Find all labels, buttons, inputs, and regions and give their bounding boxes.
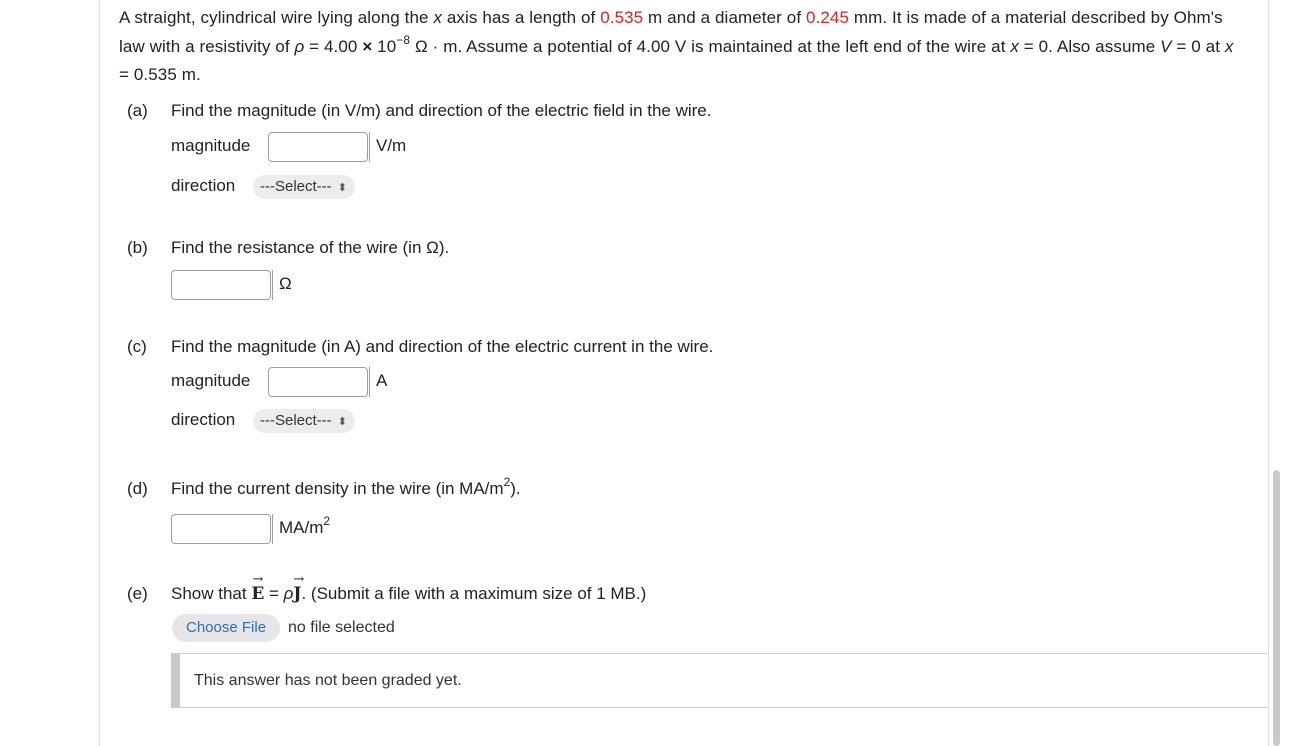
scrollbar-thumb[interactable] [1273, 470, 1280, 746]
part-a-direction-label: direction [171, 176, 236, 195]
part-b-unit: Ω [272, 270, 292, 300]
part-e-question: (e) Show that → E = ρ→ J. (Submit a file with a maximum size of 1 MB.) [127, 584, 646, 604]
vector-e: → E [251, 584, 264, 604]
part-c-direction-label: direction [171, 410, 236, 429]
vector-j: → J [293, 584, 301, 604]
part-d-unit: $MA/m^2$ [272, 514, 330, 544]
part-c-unit: A [369, 367, 387, 397]
part-a-magnitude-label: magnitude [171, 136, 251, 155]
part-a-unit: V/m [369, 132, 406, 162]
part-a-magnitude-input[interactable] [268, 132, 368, 162]
problem-statement: A straight, cylindrical wire lying along the x axis has a length of 0.535 m and a diameter of 0.245 mm. It is made of a material described by Ohm's law with a resistivity of $\rho = 4.00 \times 10^{-8}$ Ω · m. Assume a potential of 4.00 V is maintained at the left end of the wire at x = 0. Also assume V = 0 at x = 0.535 m. [119, 8, 1234, 84]
grading-status-box [171, 653, 1268, 708]
part-d-question: (d) Find the current density in the wire (in $MA/m^2$). [127, 475, 521, 498]
part-d-current-density-input[interactable] [171, 514, 271, 544]
grading-status-text: This answer has not been graded yet. [194, 672, 462, 689]
part-c-direction-select[interactable]: ---Select--- ⬍ [253, 409, 355, 433]
choose-file-button[interactable]: Choose File [172, 614, 280, 642]
part-c-magnitude-input[interactable] [268, 367, 368, 397]
no-file-selected-text: no file selected [288, 619, 395, 636]
part-b-question: (b) Find the resistance of the wire (in Ω). [127, 238, 450, 257]
length-value: 0.535 [600, 8, 644, 27]
up-down-chevron-icon: ⬍ [337, 182, 347, 194]
part-b-resistance-input[interactable] [171, 270, 271, 300]
diameter-value: 0.245 [805, 8, 850, 27]
up-down-chevron-icon: ⬍ [337, 416, 347, 428]
part-a-question: (a) Find the magnitude (in V/m) and direction of the electric field in the wire. [127, 101, 712, 120]
part-a-direction-select[interactable]: ---Select--- ⬍ [253, 175, 355, 199]
part-c-question: (c) Find the magnitude (in A) and direction of the electric current in the wire. [127, 337, 714, 356]
part-c-magnitude-label: magnitude [171, 371, 251, 390]
